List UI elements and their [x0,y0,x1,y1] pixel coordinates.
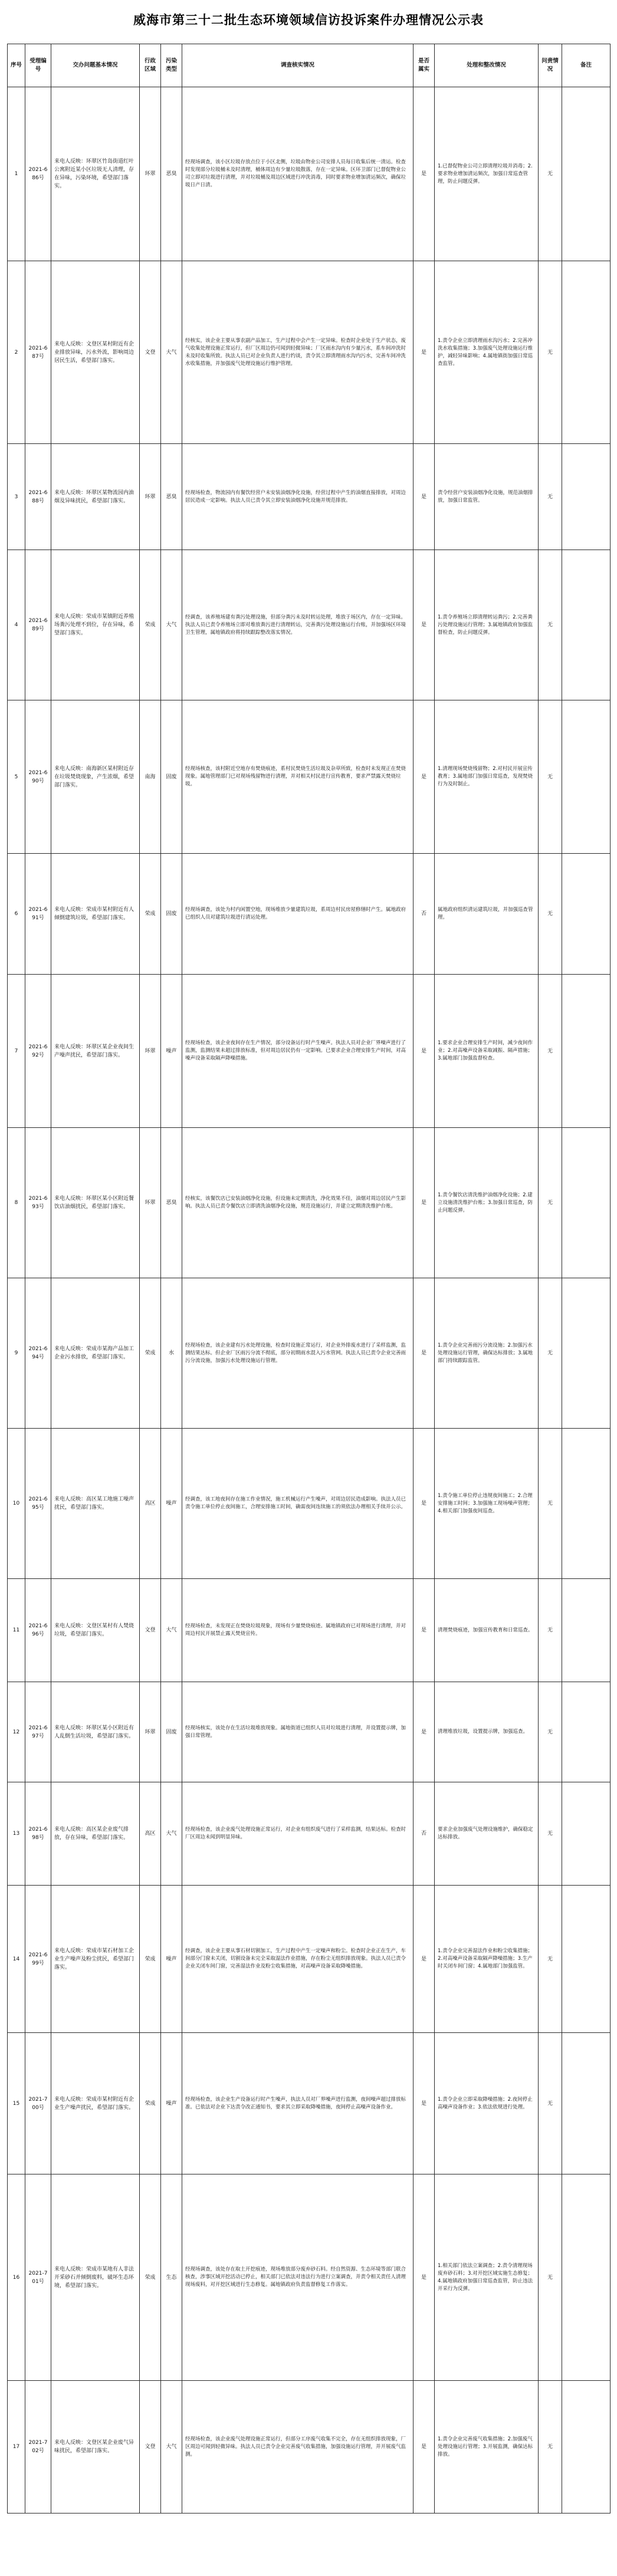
cell-pollution-type: 恶臭 [161,1128,182,1278]
table-row [8,261,611,444]
cell-verified: 是 [413,1886,435,2033]
table-row [8,854,611,975]
cell-issue: 来电人反映：南海新区某村附近存在垃圾焚烧现象，产生浓烟，希望部门落实。 [51,700,140,854]
cell-investigation: 经现场检查，物流园内有餐饮经营户未安装油烟净化设施，经营过程中产生的油烟直接排放，对周边居民造成一定影响。执法人员已责令其立即安装油烟净化设施并规范排放。 [182,444,413,550]
cell-issue: 来电人反映：文登区某村有人焚烧垃圾，希望部门落实。 [51,1579,140,1682]
cell-pollution-type: 噪声 [161,1886,182,2033]
cell-verified: 否 [413,1782,435,1886]
header-region: 行政区域 [140,44,161,87]
cell-verified: 是 [413,550,435,700]
cell-remarks [562,2174,611,2381]
cell-case-no: 2021-694号 [25,1278,51,1429]
cell-accountability: 无 [539,854,562,975]
cell-region: 环翠 [140,87,161,261]
cell-accountability: 无 [539,444,562,550]
table-row [8,550,611,700]
cell-remarks [562,1128,611,1278]
cell-investigation: 经现场检查，该企业建有污水处理设施，检查时设施正常运行，对企业外排废水进行了采样监测，监测结果达标。但企业厂区雨污分流不彻底，部分初期雨水混入污水管网。执法人员已责令企业完善雨污分流设施，加强污水处理设施运行管理。 [182,1278,413,1429]
cell-pollution-type: 恶臭 [161,444,182,550]
cell-remarks [562,261,611,444]
cell-remarks [562,700,611,854]
table-row [8,1278,611,1429]
cell-verified: 是 [413,2174,435,2381]
cell-handling: 1.责令施工单位停止违规夜间施工；2.合理安排施工时间；3.加强施工现场噪声管理；4.相关部门加强夜间巡查。 [435,1429,539,1579]
cell-case-no: 2021-702号 [25,2381,51,2514]
cell-remarks [562,1278,611,1429]
cell-case-no: 2021-696号 [25,1579,51,1682]
cell-issue: 来电人反映：荣成市某地有人非法开采砂石并倾倒废料，破坏生态环境，希望部门落实。 [51,2174,140,2381]
cell-handling: 清理堆放垃圾，设置提示牌，加强巡查。 [435,1682,539,1782]
table-row [8,1128,611,1278]
cell-case-no: 2021-690号 [25,700,51,854]
header-accountability: 问责情况 [539,44,562,87]
cell-remarks [562,1782,611,1886]
cell-verified: 是 [413,87,435,261]
header-seq: 序号 [8,44,25,87]
cell-pollution-type: 大气 [161,1579,182,1682]
cell-pollution-type: 恶臭 [161,87,182,261]
cell-case-no: 2021-693号 [25,1128,51,1278]
cell-pollution-type: 噪声 [161,975,182,1128]
cell-accountability: 无 [539,2174,562,2381]
cell-accountability: 无 [539,1886,562,2033]
cell-issue: 来电人反映：环翠区竹岛街道红叶公寓附近某小区垃圾无人清理，存在异味，污染环境，希望部门落实。 [51,87,140,261]
cell-region: 南海 [140,700,161,854]
cell-issue: 来电人反映：文登区某企业废气异味扰民，希望部门落实。 [51,2381,140,2514]
cell-investigation: 经核实，该企业主要从事农副产品加工，生产过程中会产生一定异味。检查时企业处于生产状态，废气收集处理设施正常运行，但厂区周边仍可闻到轻微异味；厂区雨水沟内有少量污水，系车间冲洗时未及时收集所致。执法人员已对企业负责人进行约谈，责令其立即清理雨水沟内污水，完善车间冲洗水收集措施，并加强废气处理设施运行维护管理。 [182,261,413,444]
cell-remarks [562,1579,611,1682]
table-row [8,2174,611,2381]
cell-accountability: 无 [539,1682,562,1782]
cell-seq: 13 [8,1782,25,1886]
cell-case-no: 2021-686号 [25,87,51,261]
cell-verified: 是 [413,1429,435,1579]
cell-handling: 要求企业加强废气处理设施维护，确保稳定达标排放。 [435,1782,539,1886]
cell-seq: 12 [8,1682,25,1782]
cell-issue: 来电人反映：荣成市某村附近有企业生产噪声扰民，希望部门落实。 [51,2033,140,2174]
document-title: 威海市第三十二批生态环境领域信访投诉案件办理情况公示表 [133,12,484,27]
cell-pollution-type: 噪声 [161,1429,182,1579]
cell-issue: 来电人反映：文登区某村附近有企业排放异味，污水外流，影响周边居民生活，希望部门落实。 [51,261,140,444]
cell-verified: 是 [413,2381,435,2514]
cell-handling: 1.责令企业完善废气收集措施；2.加强废气处理设施运行管理；3.开展监测，确保达标排放。 [435,2381,539,2514]
cell-region: 荣成 [140,854,161,975]
table-row [8,700,611,854]
cell-remarks [562,1429,611,1579]
cell-remarks [562,1682,611,1782]
cell-handling: 清理焚烧痕迹，加强宣传教育和日常巡查。 [435,1579,539,1682]
cell-verified: 是 [413,1682,435,1782]
table-row [8,1782,611,1886]
cell-verified: 是 [413,261,435,444]
cell-region: 荣成 [140,550,161,700]
cell-handling: 1.责令企业立即采取降噪措施；2.夜间停止高噪声设备作业；3.依法依规进行处理。 [435,2033,539,2174]
cell-investigation: 经调查，该企业主要从事石材切割加工，生产过程中产生一定噪声和粉尘。检查时企业正在生产，车间部分门窗未关闭，切割设备未完全采取湿法作业措施，存在粉尘无组织排放现象。执法人员已责令企业关闭车间门窗，完善湿法作业及粉尘收集措施，对高噪声设备采取降噪措施。 [182,1886,413,2033]
cell-handling: 1.已督促物业公司立即清理垃圾并消毒；2.要求物业增加清运频次，加强日常巡查管理，防止问题反弹。 [435,87,539,261]
cell-verified: 是 [413,1128,435,1278]
cell-case-no: 2021-691号 [25,854,51,975]
cell-investigation: 经调查，该工地夜间存在施工作业情况，施工机械运行产生噪声，对周边居民造成影响。执法人员已责令施工单位停止夜间施工，合理安排施工时间，确需夜间连续施工的须依法办理相关手续并公示。 [182,1429,413,1579]
cell-issue: 来电人反映：高区某企业废气排放，存在异味，希望部门落实。 [51,1782,140,1886]
header-investigation: 调查核实情况 [182,44,413,87]
cell-pollution-type: 大气 [161,550,182,700]
cell-accountability: 无 [539,975,562,1128]
cell-seq: 14 [8,1886,25,2033]
cell-remarks [562,1886,611,2033]
cell-issue: 来电人反映：荣成市某村附近有人倾倒建筑垃圾，希望部门落实。 [51,854,140,975]
cell-issue: 来电人反映：荣成市某石材加工企业生产噪声及粉尘扰民，希望部门落实。 [51,1886,140,2033]
cell-seq: 2 [8,261,25,444]
cell-accountability: 无 [539,1128,562,1278]
cell-remarks [562,550,611,700]
cell-accountability: 无 [539,2381,562,2514]
cell-region: 荣成 [140,1278,161,1429]
table-row [8,2381,611,2514]
cell-region: 环翠 [140,444,161,550]
cell-pollution-type: 噪声 [161,2033,182,2174]
cell-verified: 是 [413,1579,435,1682]
cell-region: 文登 [140,261,161,444]
header-verified: 是否属实 [413,44,435,87]
cell-handling: 1.相关部门依法立案调查；2.责令清理现场废弃砂石料；3.对开挖区域实施生态修复；4.属地镇政府加强日常巡查监管，防止违法开采行为反弹。 [435,2174,539,2381]
cell-investigation: 经现场调查，该小区垃圾存放点位于小区北侧，垃圾由物业公司安排人员每日收集后统一清运。检查时发现部分垃圾桶未及时清理，桶体周边有少量垃圾散落，存在一定异味。区环卫部门已督促物业公司立即对垃圾进行清理，并对垃圾桶及周边区域进行冲洗消毒，同时要求物业增加清运频次，确保垃圾日产日清。 [182,87,413,261]
cell-investigation: 经现场检查，该企业废气处理设施正常运行，对企业有组织废气进行了采样监测，结果达标。检查时厂区周边未闻到明显异味。 [182,1782,413,1886]
cell-remarks [562,975,611,1128]
cell-accountability: 无 [539,2033,562,2174]
cell-investigation: 经现场检查，该企业夜间存在生产情况，部分设备运行时产生噪声。执法人员对企业厂界噪声进行了监测，监测结果未超过排放标准，但对周边居民仍有一定影响。已要求企业合理安排生产时间，对高噪声设备采取隔声降噪措施。 [182,975,413,1128]
cell-accountability: 无 [539,261,562,444]
cell-verified: 是 [413,975,435,1128]
cell-issue: 来电人反映：环翠区某物流园内油烟及异味扰民，希望部门落实。 [51,444,140,550]
cell-seq: 1 [8,87,25,261]
cell-seq: 4 [8,550,25,700]
table-row [8,1886,611,2033]
cell-remarks [562,87,611,261]
cell-seq: 5 [8,700,25,854]
cell-pollution-type: 生态 [161,2174,182,2381]
cell-handling: 责令经营户安装油烟净化设施，规范油烟排放，加强日常监管。 [435,444,539,550]
table-row [8,1429,611,1579]
cell-investigation: 经现场调查，该处存在取土开挖痕迹，现场堆放部分废弃砂石料。经自然资源、生态环境等部门联合核查，涉事区域开挖活动已停止，相关部门已依法对违法行为进行立案调查，并责令相关责任人清理现场废料，对开挖区域进行生态修复。属地镇政府负责监督修复工作落实。 [182,2174,413,2381]
header-row [8,44,611,87]
cell-case-no: 2021-689号 [25,550,51,700]
cell-investigation: 经调查，该养殖场建有粪污处理设施，但部分粪污未及时转运处理，堆放于场区内，存在一定异味。执法人员已责令养殖场立即对堆放粪污进行清理转运，完善粪污处理设施运行台账，并加强场区环境卫生管理，属地镇政府将持续跟踪整改落实情况。 [182,550,413,700]
cell-pollution-type: 大气 [161,2381,182,2514]
header-remarks: 备注 [562,44,611,87]
header-issue: 交办问题基本情况 [51,44,140,87]
cell-handling: 1.责令餐饮店清洗维护油烟净化设施；2.建立设施清洗维护台账；3.加强日常巡查，防止问题反弹。 [435,1128,539,1278]
cell-accountability: 无 [539,1782,562,1886]
cell-region: 环翠 [140,1682,161,1782]
cell-handling: 1.责令企业完善雨污分流设施；2.加强污水处理设施运行管理，确保达标排放；3.属地部门持续跟踪监管。 [435,1278,539,1429]
header-pollution-type: 污染类型 [161,44,182,87]
complaint-table [7,44,611,2514]
cell-case-no: 2021-700号 [25,2033,51,2174]
cell-seq: 11 [8,1579,25,1682]
cell-issue: 来电人反映：高区某工地施工噪声扰民，希望部门落实。 [51,1429,140,1579]
cell-accountability: 无 [539,700,562,854]
table-row [8,1682,611,1782]
cell-region: 环翠 [140,975,161,1128]
cell-investigation: 经核实，该餐饮店已安装油烟净化设施，但设施未定期清洗，净化效果不佳，油烟对周边居民产生影响。执法人员已责令餐饮店立即清洗油烟净化设施，规范设施运行，并建立定期清洗维护台账。 [182,1128,413,1278]
cell-pollution-type: 固废 [161,700,182,854]
cell-verified: 是 [413,2033,435,2174]
cell-seq: 15 [8,2033,25,2174]
cell-region: 高区 [140,1429,161,1579]
cell-pollution-type: 大气 [161,1782,182,1886]
cell-region: 环翠 [140,1128,161,1278]
cell-handling: 1.责令企业完善湿法作业和粉尘收集措施；2.对高噪声设备采取隔声降噪措施；3.生产时关闭车间门窗；4.属地部门加强监管。 [435,1886,539,2033]
cell-remarks [562,854,611,975]
cell-region: 文登 [140,2381,161,2514]
cell-seq: 9 [8,1278,25,1429]
cell-seq: 17 [8,2381,25,2514]
cell-seq: 16 [8,2174,25,2381]
cell-remarks [562,2033,611,2174]
cell-pollution-type: 大气 [161,261,182,444]
cell-investigation: 经现场核实，该处存在生活垃圾堆放现象。属地街道已组织人员对垃圾进行清理，并设置提示牌，加强日常管理。 [182,1682,413,1782]
cell-case-no: 2021-699号 [25,1886,51,2033]
table-row [8,2033,611,2174]
table-row [8,87,611,261]
cell-seq: 7 [8,975,25,1128]
cell-seq: 3 [8,444,25,550]
header-handling: 处理和整改情况 [435,44,539,87]
cell-case-no: 2021-692号 [25,975,51,1128]
cell-remarks [562,444,611,550]
cell-remarks [562,2381,611,2514]
cell-pollution-type: 水 [161,1278,182,1429]
cell-case-no: 2021-687号 [25,261,51,444]
cell-handling: 属地政府组织清运建筑垃圾，并加强巡查管理。 [435,854,539,975]
cell-pollution-type: 固废 [161,854,182,975]
cell-issue: 来电人反映：环翠区某企业夜间生产噪声扰民，希望部门落实。 [51,975,140,1128]
cell-verified: 否 [413,854,435,975]
cell-case-no: 2021-697号 [25,1682,51,1782]
table-row [8,975,611,1128]
cell-seq: 6 [8,854,25,975]
cell-case-no: 2021-688号 [25,444,51,550]
cell-case-no: 2021-695号 [25,1429,51,1579]
cell-region: 高区 [140,1782,161,1886]
cell-case-no: 2021-701号 [25,2174,51,2381]
cell-handling: 1.清理现场焚烧残留物；2.对村民开展宣传教育；3.属地部门加强日常巡查，发现焚烧行为及时制止。 [435,700,539,854]
cell-verified: 是 [413,1278,435,1429]
cell-investigation: 经现场检查，未发现正在焚烧垃圾现象，现场有少量焚烧痕迹。属地镇政府已对现场进行清理，并对周边村民开展禁止露天焚烧宣传。 [182,1579,413,1682]
table-row [8,444,611,550]
cell-verified: 是 [413,700,435,854]
cell-investigation: 经现场检查，该企业废气处理设施正常运行，但部分工序废气收集不完全，存在无组织排放现象，厂区周边可闻到轻微异味。执法人员已责令企业完善废气收集措施，加强设施运行管理，并开展废气监测。 [182,2381,413,2514]
cell-issue: 来电人反映：荣成市某海产品加工企业污水排放，希望部门落实。 [51,1278,140,1429]
cell-accountability: 无 [539,1429,562,1579]
cell-issue: 来电人反映：荣成市某镇附近养殖场粪污处理不到位，存在异味，希望部门落实。 [51,550,140,700]
cell-region: 文登 [140,1579,161,1682]
cell-investigation: 经现场调查，该处为村内闲置空地，现场堆放少量建筑垃圾，系周边村民房屋修缮时产生。属地政府已组织人员对建筑垃圾进行清运处理。 [182,854,413,975]
cell-accountability: 无 [539,550,562,700]
cell-handling: 1.责令养殖场立即清理转运粪污；2.完善粪污处理设施运行管理；3.属地镇政府加强监督检查，防止问题反弹。 [435,550,539,700]
header-case-no: 受理编号 [25,44,51,87]
cell-region: 荣成 [140,2174,161,2381]
cell-region: 荣成 [140,2033,161,2174]
cell-accountability: 无 [539,1579,562,1682]
cell-investigation: 经现场核查，该村附近空地存有焚烧痕迹，系村民焚烧生活垃圾及杂草所致，检查时未发现正在焚烧现象。属地管理部门已对现场残留物进行清理，并对相关村民进行宣传教育，要求严禁露天焚烧垃圾。 [182,700,413,854]
cell-pollution-type: 固废 [161,1682,182,1782]
cell-seq: 10 [8,1429,25,1579]
table-row [8,1579,611,1682]
cell-handling: 1.要求企业合理安排生产时间，减少夜间作业；2.对高噪声设备采取减振、隔声措施；3.属地部门加强监督检查。 [435,975,539,1128]
cell-investigation: 经现场检查，该企业生产设备运行时产生噪声，执法人员对厂界噪声进行监测，夜间噪声超过排放标准。已依法对企业下达责令改正通知书，要求其立即采取降噪措施，夜间停止高噪声设备作业。 [182,2033,413,2174]
cell-verified: 是 [413,444,435,550]
cell-issue: 来电人反映：环翠区某小区附近餐饮店油烟扰民，希望部门落实。 [51,1128,140,1278]
cell-seq: 8 [8,1128,25,1278]
cell-region: 荣成 [140,1886,161,2033]
cell-handling: 1.责令企业立即清理雨水沟污水；2.完善冲洗水收集措施；3.加强废气处理设施运行维护，减轻异味影响；4.属地镇街加强日常巡查监管。 [435,261,539,444]
cell-issue: 来电人反映：环翠区某小区附近有人乱倒生活垃圾，希望部门落实。 [51,1682,140,1782]
cell-accountability: 无 [539,87,562,261]
cell-accountability: 无 [539,1278,562,1429]
cell-case-no: 2021-698号 [25,1782,51,1886]
